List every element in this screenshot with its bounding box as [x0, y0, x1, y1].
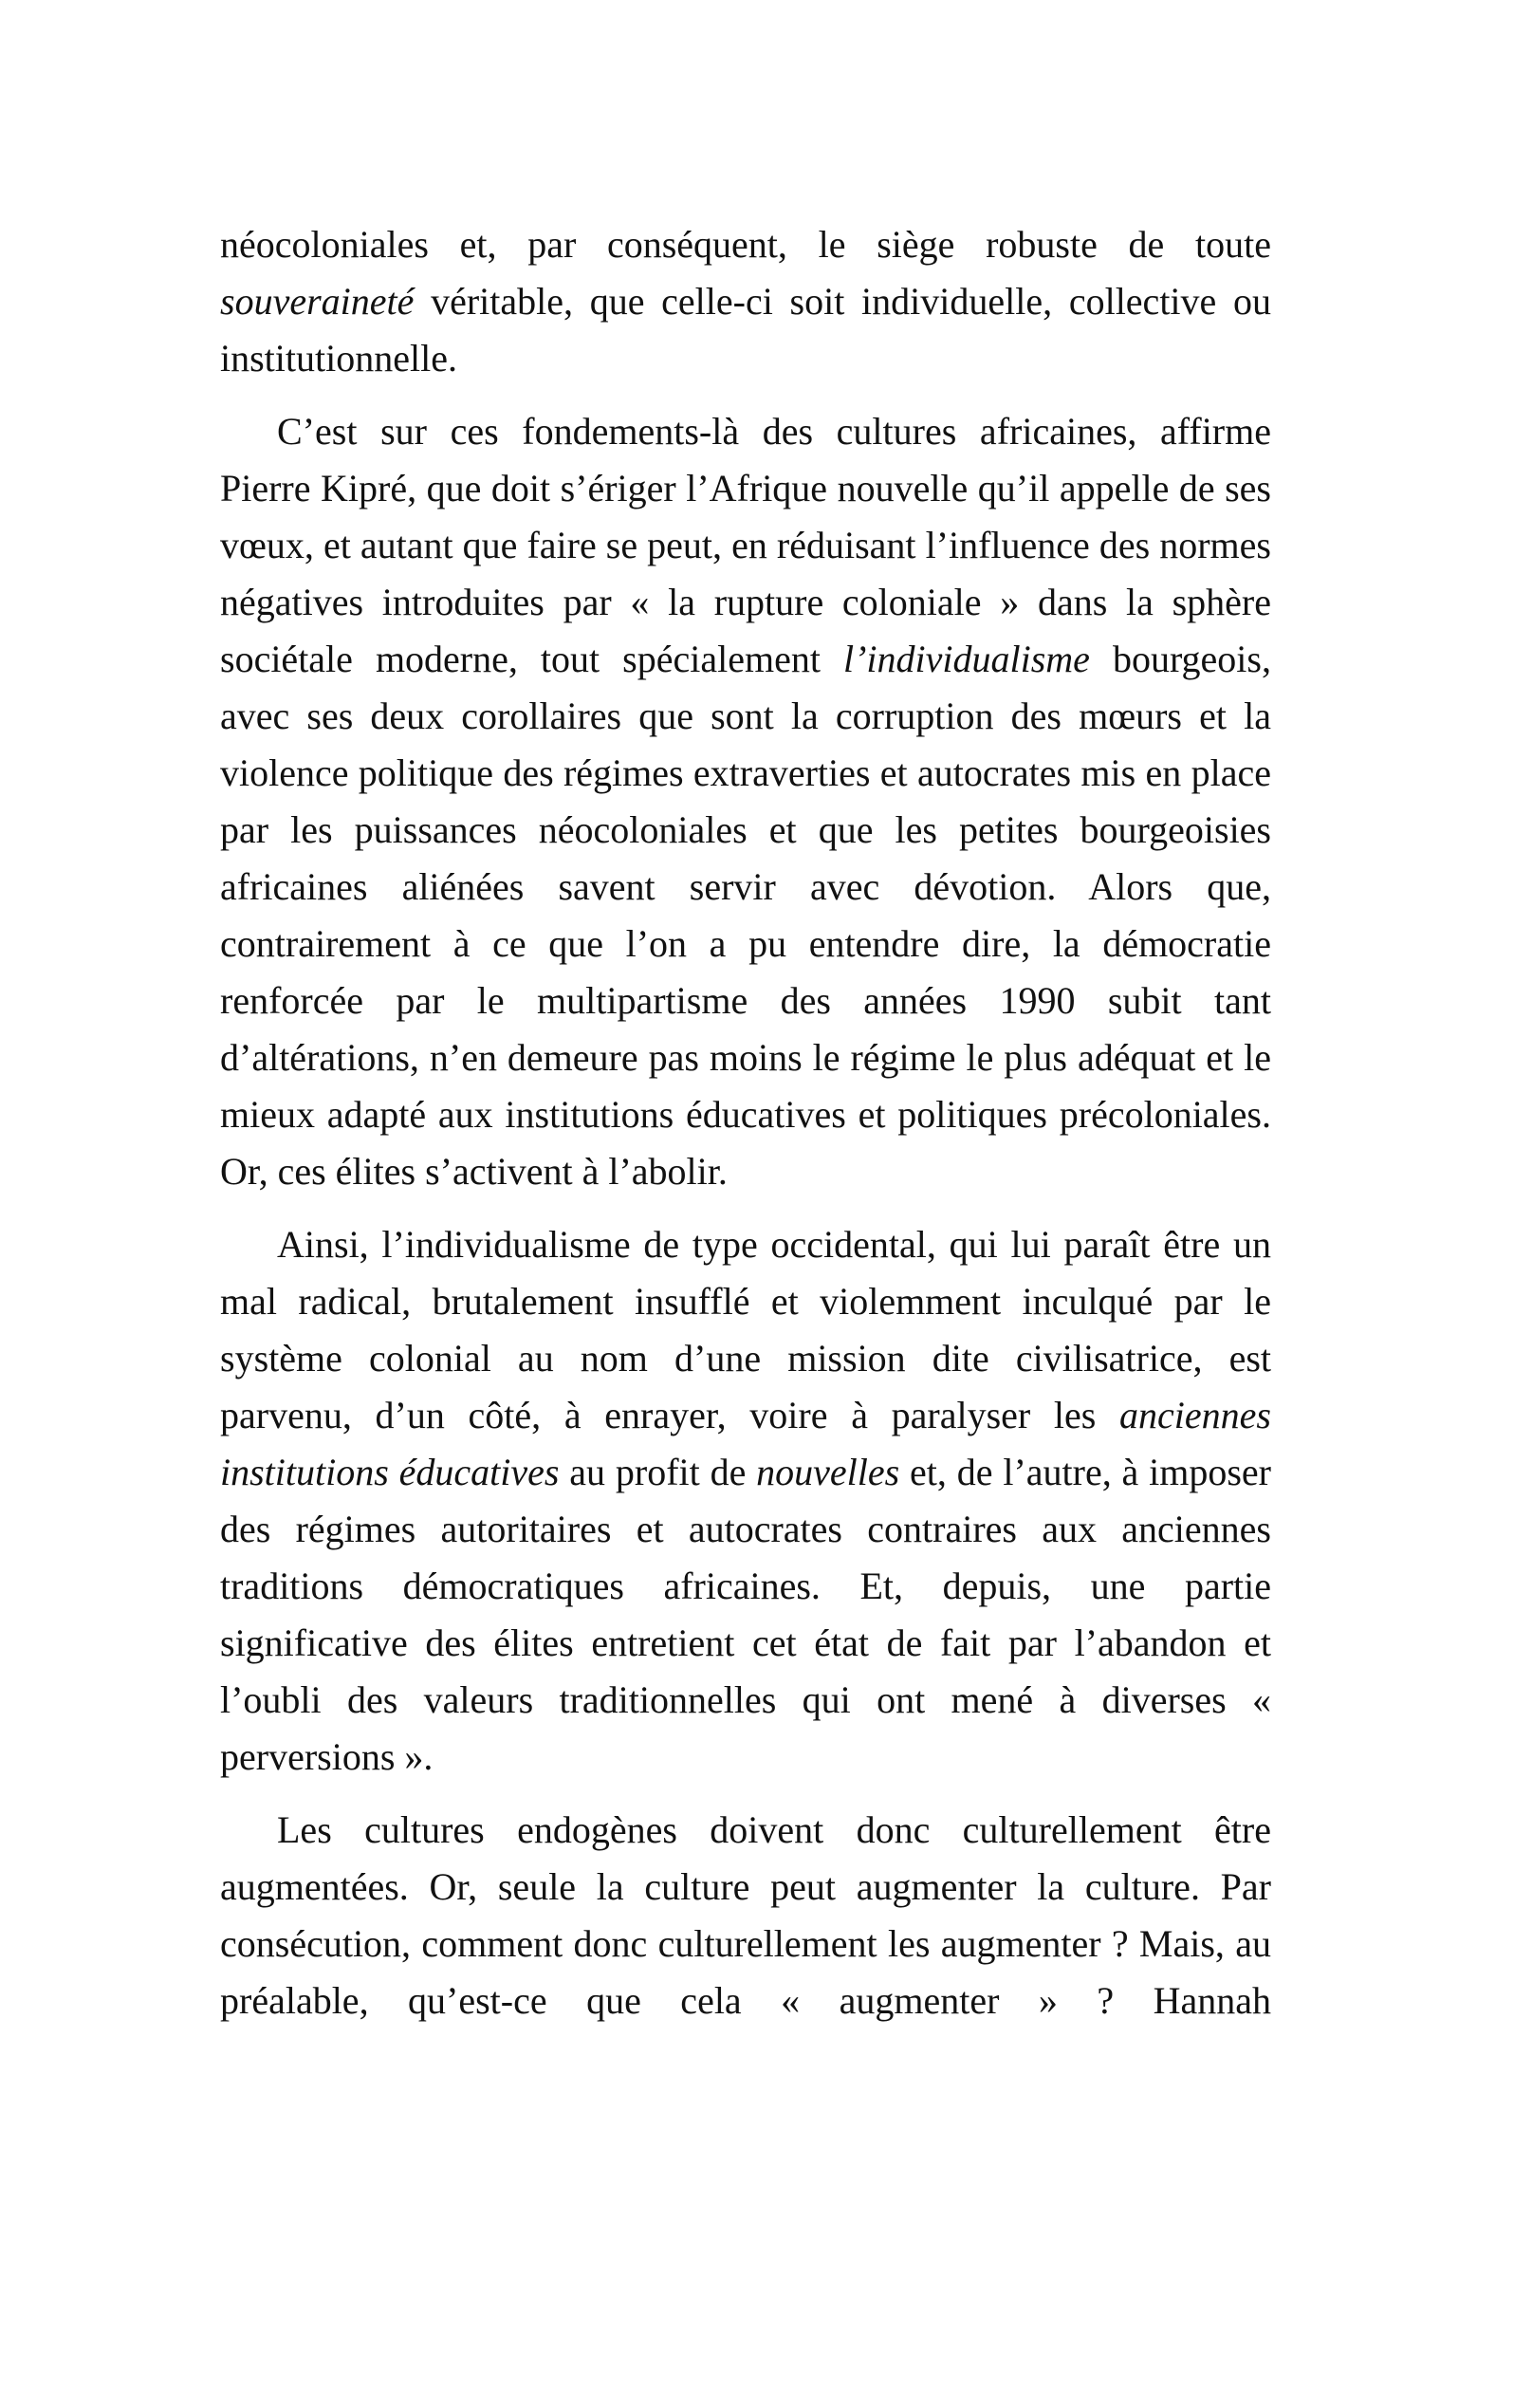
- italic-segment: nouvelles: [756, 1451, 900, 1493]
- text-segment: bourgeois, avec ses deux corollaires que sont la corruption des mœurs et la violence politique des régimes extraverties et autocrates mis en place par les puissances néocoloniales et que les petites bourgeoisies africaines aliénées savent servir avec dévotion. Alors que, contrairement à ce que l’on a pu entendre dire, la démocratie renforcée par le multipartisme des années 1990 subit tant d’altérations, n’en demeure pas moins le régime le plus adéquat et le mieux adapté aux institutions éducatives et politiques précoloniales. Or, ces élites s’activent à l’abolir.: [220, 638, 1271, 1193]
- text-segment: véritable, que celle-ci soit individuelle, collective ou institutionnelle.: [220, 280, 1271, 380]
- paragraph-3: [220, 1216, 1271, 1786]
- paragraph-2: [220, 403, 1271, 1200]
- text-segment: Les cultures endogènes doivent donc culturellement être augmentées. Or, seule la culture peut augmenter la culture. Par consécution, comment donc culturellement les augmenter ? Mais, au préalable, qu’est-ce que cela « augmenter » ? Hannah: [220, 1808, 1271, 2022]
- text-segment: et, de l’autre, à imposer des régimes autoritaires et autocrates contraires aux anciennes traditions démocratiques africaines. Et, depuis, une partie significative des élites entretient cet état de fait par l’abandon et l’oubli des valeurs traditionnelles qui ont mené à diverses « perversions ».: [220, 1451, 1271, 1778]
- paragraph-1: [220, 216, 1271, 387]
- text-segment: au profit de: [559, 1451, 757, 1493]
- text-segment: C’est sur ces fondements-là des cultures africaines, affirme Pierre Kipré, que doit s’ériger l’Afrique nouvelle qu’il appelle de ses vœux, et autant que faire se peut, en réduisant l’influence des normes négatives introduites par « la rupture coloniale » dans la sphère sociétale moderne, tout spécialement: [220, 410, 1271, 680]
- paragraph-4: [220, 1802, 1271, 2029]
- italic-segment: souveraineté: [220, 280, 415, 323]
- text-segment: Ainsi, l’individualisme de type occidental, qui lui paraît être un mal radical, brutalement insufflé et violemment inculqué par le système colonial au nom d’une mission dite civilisatrice, est parvenu, d’un côté, à enrayer, voire à paralyser les: [220, 1223, 1271, 1436]
- page-body: [220, 216, 1271, 2029]
- italic-segment: l’individualisme: [842, 638, 1090, 680]
- italic-segment: anciennes institutions éducatives: [220, 1394, 1271, 1493]
- text-segment: néocoloniales et, par conséquent, le siège robuste de toute: [220, 223, 1271, 266]
